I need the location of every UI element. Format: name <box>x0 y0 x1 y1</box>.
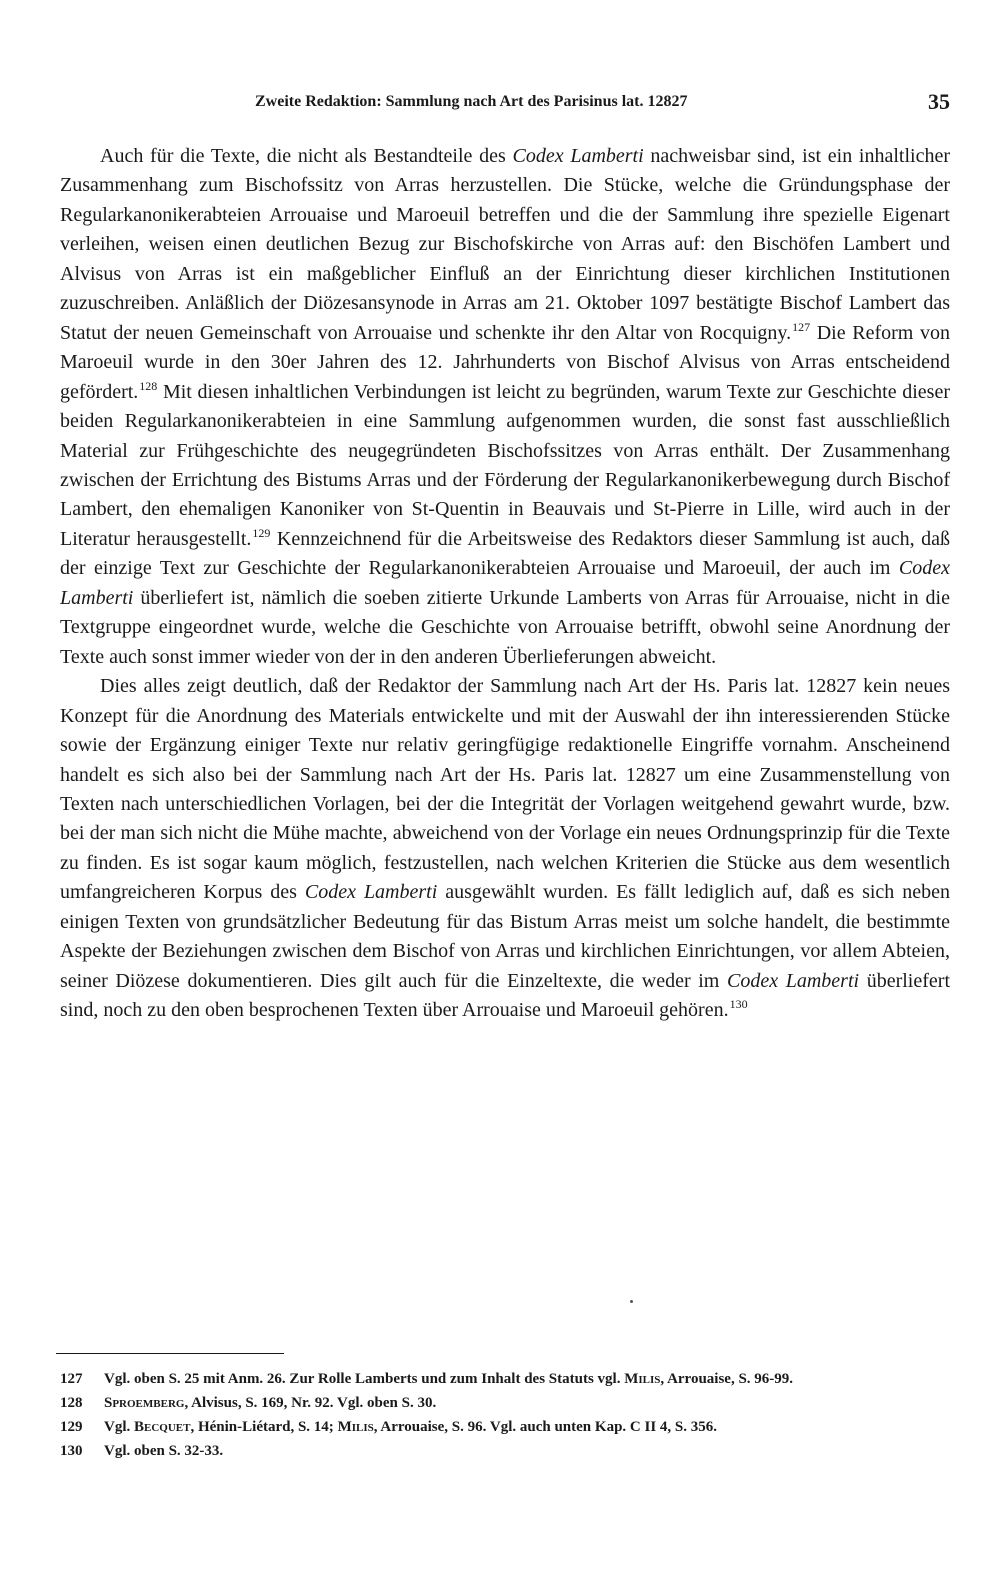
running-head <box>60 89 950 119</box>
text-run: überliefert ist, nämlich die soeben zitierte Urkunde Lamberts von Arras für Arrouaise, nicht in die Textgruppe eingeordnet wurde, welche die Geschichte von Arrouaise betrifft, obwohl seine Anordnung der Texte auch sonst immer wieder von der in den anderen Überlieferungen abweicht. <box>60 586 950 668</box>
running-title: Zweite Redaktion: Sammlung nach Art des Parisinus lat. 12827 <box>255 93 688 110</box>
text-run: , Arrouaise, S. 96-99. <box>660 1371 794 1387</box>
body-text <box>60 142 950 1026</box>
footnote-text <box>104 1440 950 1462</box>
author-name: Milis <box>337 1419 374 1435</box>
footnote-text <box>104 1368 950 1390</box>
page-number: 35 <box>928 89 950 114</box>
author-name: Becquet <box>134 1419 191 1435</box>
text-run: , Arrouaise, S. 96. Vgl. auch unten Kap. C II 4, S. 356. <box>373 1419 718 1435</box>
text-run: , Hénin-Liétard, S. 14; <box>190 1419 338 1435</box>
italic-title: Codex Lamberti <box>60 557 950 609</box>
italic-title: Codex Lamberti <box>512 145 644 167</box>
text-run: Mit diesen inhaltlichen Verbindungen ist leicht zu begründen, warum Texte zur Geschichte dieser beiden Regularkanonikerabteien in eine Sammlung aufgenommen wurden, die sonst fast ausschließlich Material zur Frühgeschichte des neugegründeten Bischofssitzes von Arras enthält. Der Zusammenhang zwischen der Errichtung des Bistums Arras und der Förderung der Regularkanonikerbewegung durch Bischof Lambert, den ehemaligen Kanoniker von St-Quentin in Beauvais und St-Pierre in Lille, wird auch in der Literatur herausgestellt. <box>60 380 950 550</box>
italic-title: Codex Lamberti <box>727 969 860 992</box>
footnote-text <box>104 1392 950 1414</box>
text-run: Vgl. <box>104 1419 134 1435</box>
text-run: Die Reform von Maroeuil wurde in den 30er Jahren des 12. Jahrhunderts von Bischof Alvisus von Arras entscheidend gefördert. <box>60 321 950 403</box>
text-run: überliefert sind, noch zu den oben besprochenen Texten über Arrouaise und Maroeuil gehören. <box>60 969 950 1022</box>
footnote-text <box>104 1416 950 1438</box>
text-run: , Alvisus, S. 169, Nr. 92. Vgl. oben S. 30. <box>184 1395 437 1411</box>
footnote-130 <box>60 1440 950 1462</box>
paragraph-1 <box>60 142 950 672</box>
text-run: Vgl. oben S. 32-33. <box>104 1443 224 1459</box>
footnote-ref-129[interactable]: 129 <box>252 525 271 540</box>
footnote-ref-128[interactable]: 128 <box>139 378 158 393</box>
text-run: Kennzeichnend für die Arbeitsweise des Redaktors dieser Sammlung ist auch, daß der einzige Text zur Geschichte der Regularkanonikerabteien Arrouaise und Maroeuil, der auch im <box>60 527 951 580</box>
footnote-129 <box>60 1416 950 1438</box>
text-run: nachweisbar sind, ist ein inhaltlicher Zusammenhang zum Bischofssitz von Arras herzustellen. Die Stücke, welche die Gründungsphase der Regularkanonikerabteien Arrouaise und Maroeuil betreffen und die der Sammlung ihre spezielle Eigenart verleihen, weisen einen deutlichen Bezug zur Bischofskirche von Arras auf: den Bischöfen Lambert und Alvisus von Arras ist ein maßgeblicher Einfluß an der Einrichtung dieser kirchlichen Institutionen zuzuschreiben. Anläßlich der Diözesansynode in Arras am 21. Oktober 1097 bestätigte Bischof Lambert das Statut der neuen Gemeinschaft von Arrouaise und schenkte ihr den Altar von Rocquigny. <box>60 145 950 344</box>
footnote-127 <box>60 1368 950 1390</box>
footnote-128 <box>60 1392 950 1414</box>
footnote-ref-130[interactable]: 130 <box>729 997 748 1012</box>
text-run: Vgl. oben S. 25 mit Anm. 26. Zur Rolle Lamberts und zum Inhalt des Statuts vgl. <box>104 1371 625 1387</box>
footnote-number: 129 <box>60 1419 83 1435</box>
italic-title: Codex Lamberti <box>304 881 438 904</box>
text-run: Dies alles zeigt deutlich, daß der Redaktor der Sammlung nach Art der Hs. Paris lat. 12827 kein neues Konzept für die Anordnung des Materials entwickelte und mit der Auswahl der ihn interessierenden Stücke sowie der Ergänzung einiger Texte nur relativ geringfügige redaktionelle Eingriffe vornahm. Anscheinend handelt es sich also bei der Sammlung nach Art der Hs. Paris lat. 12827 um eine Zusammenstellung von Texten nach unterschiedlichen Vorlagen, bei der die Integrität der Vorlagen weitgehend gewahrt wurde, bzw. bei der man sich nicht die Mühe machte, abweichend von der Vorlage ein neues Ordnungsprinzip für die Texte zu finden. Es ist sogar kaum möglich, festzustellen, nach welchen Kriterien die Stücke aus dem wesentlich umfangreicheren Korpus des <box>60 675 950 904</box>
footnotes <box>60 1368 950 1464</box>
author-name: Milis <box>624 1371 661 1387</box>
author-name: Sproemberg <box>104 1395 185 1411</box>
text-run: Auch für die Texte, die nicht als Bestandteile des <box>100 145 513 167</box>
footnote-ref-127[interactable]: 127 <box>792 319 811 334</box>
print-speck <box>630 1300 633 1303</box>
footnote-number: 127 <box>60 1371 83 1387</box>
footnote-number: 128 <box>60 1395 83 1411</box>
paragraph-2 <box>60 672 950 1025</box>
text-run: ausgewählt wurden. Es fällt lediglich auf, daß es sich neben einigen Texten von grundsätzlicher Bedeutung für das Bistum Arras meist um solche handelt, die bestimmte Aspekte der Beziehungen zwischen dem Bischof von Arras und kirchlichen Einrichtungen, vor allem Abteien, seiner Diözese dokumentieren. Dies gilt auch für die Einzeltexte, die weder im <box>60 881 950 992</box>
footnote-rule <box>56 1353 284 1354</box>
footnote-number: 130 <box>60 1443 83 1459</box>
